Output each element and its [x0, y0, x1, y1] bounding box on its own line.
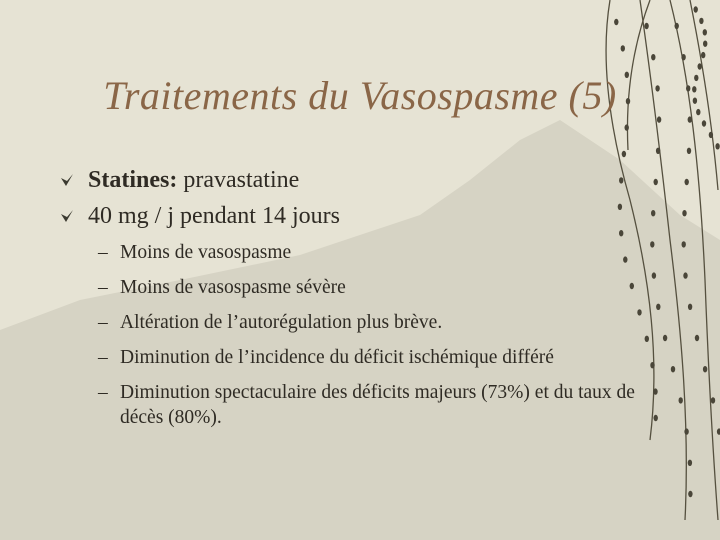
bullet-text: pravastatine — [177, 167, 300, 193]
willow-bud — [681, 54, 685, 60]
willow-bud — [675, 23, 679, 29]
checkmark-bullet-icon — [60, 209, 74, 223]
willow-bud — [682, 241, 686, 247]
sub-bullet-item — [98, 345, 658, 370]
bullet-text: 40 mg / j pendant 14 jours — [88, 203, 340, 229]
willow-bud — [656, 148, 660, 154]
dash-marker: – — [98, 382, 108, 403]
dash-marker: – — [98, 312, 108, 333]
willow-bud — [682, 210, 686, 216]
dash-marker: – — [98, 242, 108, 263]
willow-bud — [709, 132, 713, 138]
willow-bud — [699, 18, 703, 24]
willow-bud — [688, 491, 692, 497]
willow-bud — [621, 45, 625, 51]
checkmark-bullet-icon — [60, 173, 74, 187]
sub-bullet-text: Diminution spectaculaire des déficits majeurs (73%) et du taux de décès (80%). — [120, 382, 635, 428]
bullet-statines — [60, 162, 660, 198]
sub-bullet-item — [98, 380, 658, 430]
willow-bud — [685, 179, 689, 185]
willow-bud — [711, 397, 715, 403]
sub-bullet-text: Moins de vasospasme sévère — [120, 277, 346, 298]
slide-title: Traitements du Vasospasme (5) — [103, 73, 617, 118]
willow-bud — [651, 54, 655, 60]
willow-bud — [701, 52, 705, 58]
main-bullet-list — [60, 162, 660, 234]
willow-bud — [625, 124, 629, 130]
willow-bud — [702, 120, 706, 126]
willow-bud — [687, 148, 691, 154]
willow-bud — [679, 397, 683, 403]
willow-bud — [644, 23, 648, 29]
willow-bud — [703, 41, 707, 47]
sub-bullet-text: Diminution de l’incidence du déficit ischémique différé — [120, 347, 554, 368]
sub-bullet-item — [98, 275, 658, 300]
dash-marker: – — [98, 347, 108, 368]
willow-bud — [684, 428, 688, 434]
sub-bullet-list — [98, 240, 658, 440]
willow-bud — [698, 63, 702, 69]
willow-bud — [695, 335, 699, 341]
willow-bud — [622, 151, 626, 157]
willow-bud — [694, 6, 698, 12]
willow-bud — [614, 19, 618, 25]
bullet-label: Statines: — [88, 167, 178, 193]
willow-bud — [703, 29, 707, 35]
willow-bud — [715, 143, 719, 149]
willow-bud — [671, 366, 675, 372]
sub-bullet-text: Moins de vasospasme — [120, 242, 292, 263]
sub-bullet-item — [98, 310, 658, 335]
dash-marker: – — [98, 277, 108, 298]
willow-bud — [703, 366, 707, 372]
willow-bud — [688, 304, 692, 310]
willow-bud — [663, 335, 667, 341]
willow-bud — [683, 272, 687, 278]
sub-bullet-item — [98, 240, 658, 265]
willow-bud — [688, 460, 692, 466]
sub-bullet-text: Altération de l’autorégulation plus brève. — [120, 312, 443, 333]
bullet-dosage — [60, 198, 660, 234]
